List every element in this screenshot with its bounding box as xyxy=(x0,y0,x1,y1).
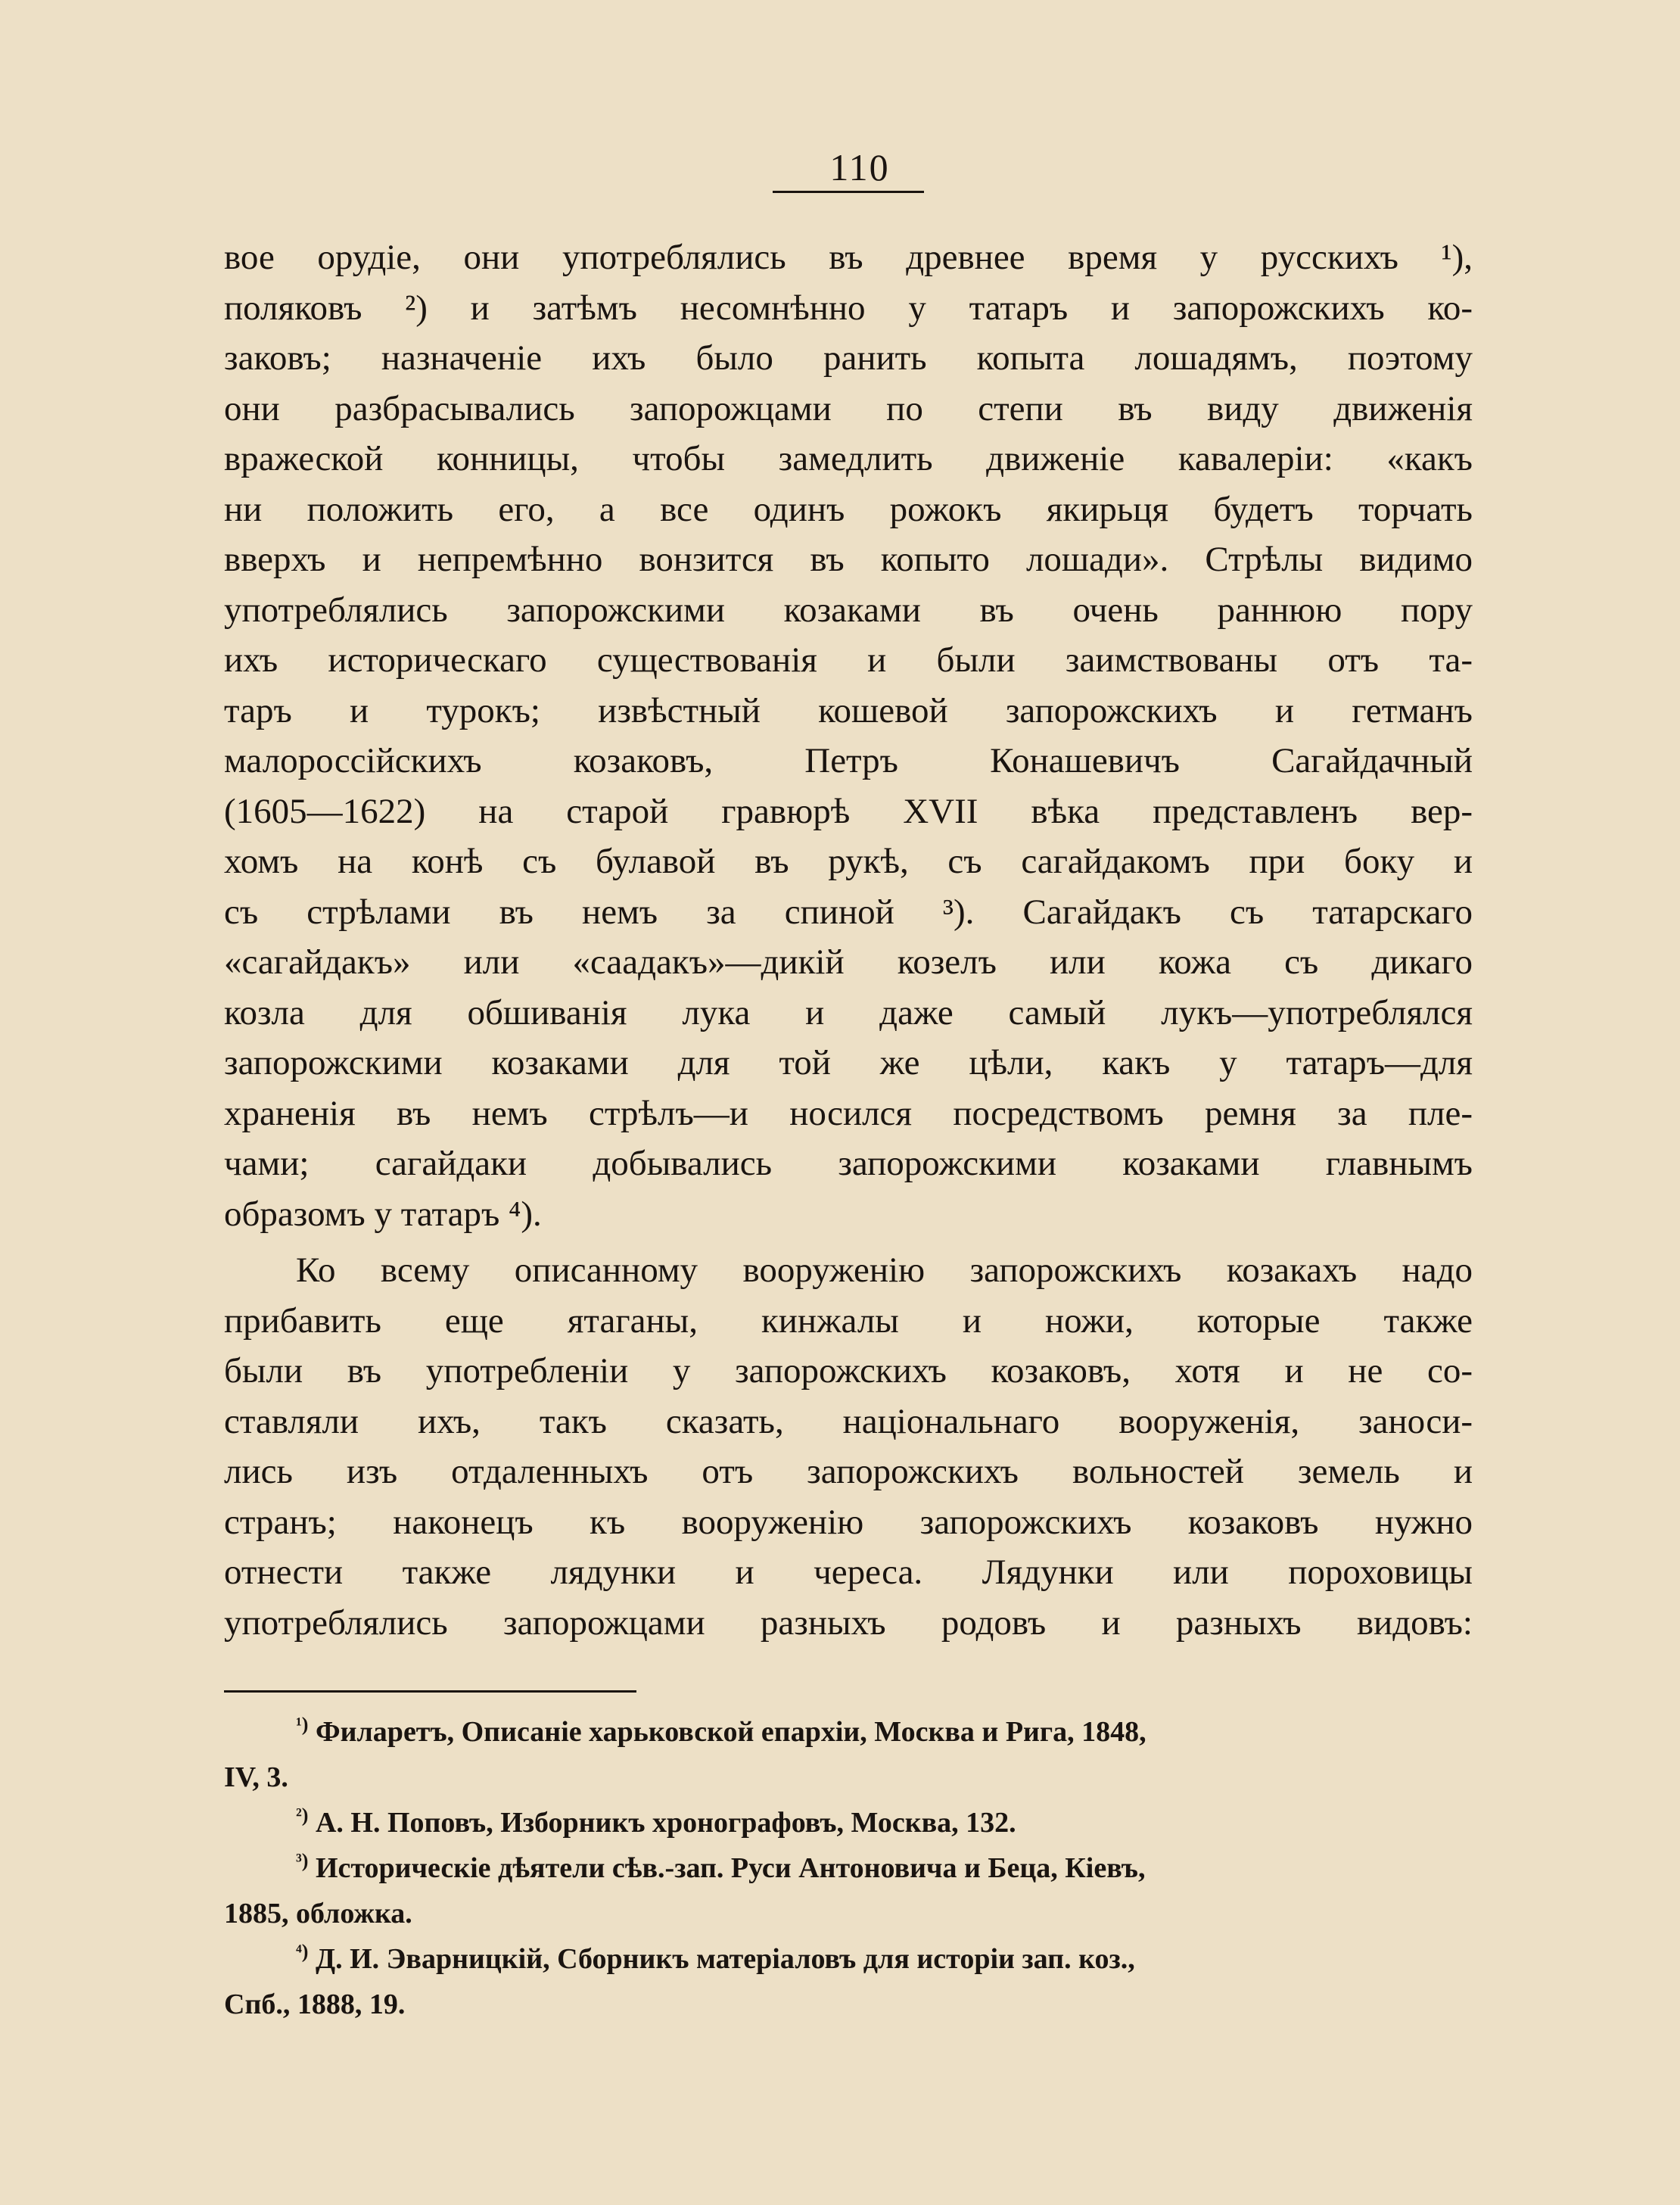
footnote xyxy=(224,1845,1473,1936)
footnote-line: Спб., 1888, 19. xyxy=(224,1989,406,2020)
page xyxy=(224,144,1473,2027)
text-line: лись изъ отдаленныхъ отъ запорожскихъ вольностей земель и xyxy=(224,1452,1473,1491)
footnote-text: А. Н. Поповъ, Изборникъ хронографовъ, Москва, 132. xyxy=(315,1807,1016,1839)
text-line: ставляли ихъ, такъ сказать, національнаго вооруженія, заноси- xyxy=(224,1401,1473,1441)
footnote-marker: ⁴) xyxy=(296,1940,309,1963)
text-line: (1605—1622) на старой гравюрѣ XVII вѣка представленъ вер- xyxy=(224,791,1473,831)
text-line: образомъ у татаръ ⁴). xyxy=(224,1194,542,1234)
footnote xyxy=(224,1709,1473,1800)
text-line: ни положить его, а все одинъ рожокъ якирьця будетъ торчать xyxy=(224,489,1473,529)
footnote xyxy=(224,1800,1473,1845)
footnote-divider xyxy=(224,1690,636,1693)
text-line: Ко всему описанному вооруженію запорожскихъ козакахъ надо xyxy=(296,1250,1473,1290)
text-line: таръ и турокъ; извѣстный кошевой запорожскихъ и гетманъ xyxy=(224,690,1473,730)
text-line: малороссійскихъ козаковъ, Петръ Конашевичъ Сагайдачный xyxy=(224,741,1473,780)
text-line: съ стрѣлами въ немъ за спиной ³). Сагайдакъ съ татарскаго xyxy=(224,892,1473,932)
text-line: были въ употребленіи у запорожскихъ козаковъ, хотя и не со- xyxy=(224,1351,1473,1391)
text-line: странъ; наконецъ къ вооруженію запорожскихъ козаковъ нужно xyxy=(224,1502,1473,1542)
footnote-line xyxy=(224,1800,1473,1845)
text-line: храненія въ немъ стрѣлъ—и носился посредствомъ ремня за пле- xyxy=(224,1093,1473,1133)
text-line: вражеской конницы, чтобы замедлить движеніе кавалеріи: «какъ xyxy=(224,439,1473,478)
footnote-text: Историческіе дѣятели сѣв.-зап. Руси Антоновича и Беца, Кіевъ, xyxy=(315,1852,1146,1884)
text-line: отнести также лядунки и череса. Лядунки или пороховицы xyxy=(224,1553,1473,1592)
footnote-text: Д. И. Эварницкій, Сборникъ матеріаловъ для исторіи зап. коз., xyxy=(315,1943,1135,1975)
footnote-line xyxy=(224,1936,1473,1982)
text-line: прибавить еще ятаганы, кинжалы и ножи, которые также xyxy=(224,1300,1473,1341)
text-line: поляковъ ²) и затѣмъ несомнѣнно у татаръ и запорожскихъ ко- xyxy=(224,288,1473,328)
text-line: чами; сагайдаки добывались запорожскими козаками главнымъ xyxy=(224,1144,1473,1183)
paragraph xyxy=(224,1245,1473,1648)
footnote-line xyxy=(224,1845,1473,1891)
text-line: вверхъ и непремѣнно вонзится въ копыто лошади». Стрѣлы видимо xyxy=(224,540,1473,579)
footnote-marker: ³) xyxy=(296,1849,309,1872)
text-line: «сагайдакъ» или «саадакъ»—дикій козелъ или кожа съ дикаго xyxy=(224,942,1473,982)
footnote xyxy=(224,1936,1473,2027)
text-line: запорожскими козаками для той же цѣли, какъ у татаръ—для xyxy=(224,1043,1473,1082)
footnote-line xyxy=(224,1709,1473,1755)
footnote-marker: ¹) xyxy=(296,1713,309,1736)
text-line: ихъ историческаго существованія и были заимствованы отъ та- xyxy=(224,640,1473,680)
footnote-line: 1885, обложка. xyxy=(224,1898,412,1929)
text-line: они разбрасывались запорожцами по степи въ виду движенія xyxy=(224,388,1473,428)
text-line: употреблялись запорожцами разныхъ родовъ и разныхъ видовъ: xyxy=(224,1602,1473,1643)
page-number: 110 xyxy=(773,144,924,193)
text-line: употреблялись запорожскими козаками въ очень раннюю пору xyxy=(224,590,1473,630)
text-line: вое орудіе, они употреблялись въ древнее время у русскихъ ¹), xyxy=(224,238,1473,277)
footnote-marker: ²) xyxy=(296,1804,309,1827)
body-text xyxy=(224,232,1473,1648)
text-line: заковъ; назначеніе ихъ было ранить копыта лошадямъ, поэтому xyxy=(224,338,1473,378)
footnotes xyxy=(224,1709,1473,2027)
paragraph xyxy=(224,232,1473,1239)
text-line: козла для обшиванія лука и даже самый лукъ—употреблялся xyxy=(224,992,1473,1032)
footnote-text: Филаретъ, Описаніе харьковской епархіи, Москва и Рига, 1848, xyxy=(315,1716,1146,1748)
text-line: хомъ на конѣ съ булавой въ рукѣ, съ сагайдакомъ при боку и xyxy=(224,842,1473,881)
footnote-line: IV, 3. xyxy=(224,1761,288,1793)
